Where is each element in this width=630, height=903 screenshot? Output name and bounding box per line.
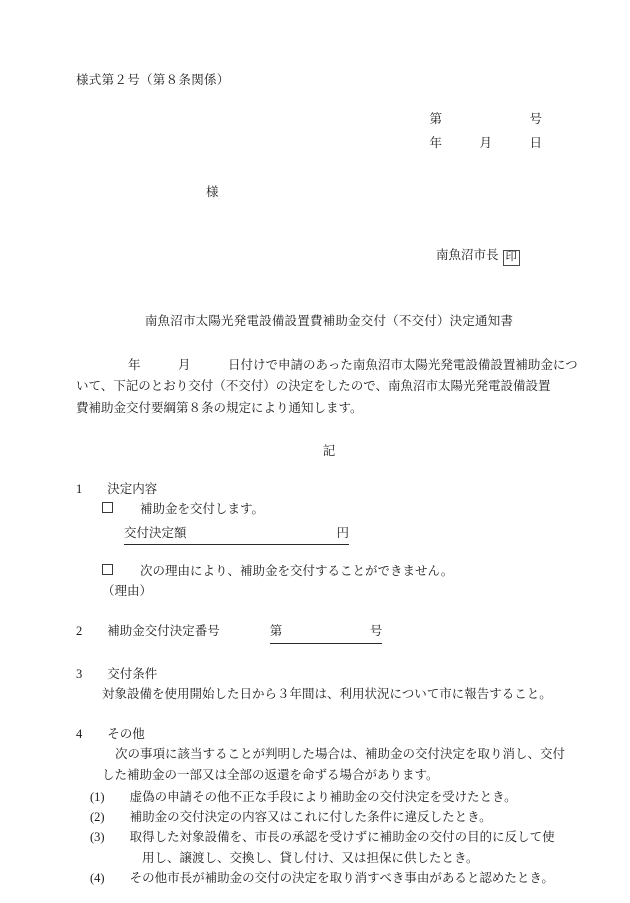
item-2-text: 補助金の交付決定の内容又はこれに付した条件に違反したとき。 (129, 810, 492, 825)
document-number-line: 第 号 (429, 112, 542, 126)
section-3-heading (76, 664, 568, 684)
checkbox-deny-label: 次の理由により、補助金を交付することができません。 (140, 563, 454, 578)
section-4 (76, 724, 568, 888)
grant-amount-unit: 円 (336, 525, 350, 540)
section-4-title: その他 (107, 727, 145, 742)
intro-paragraph (76, 355, 578, 420)
intro-line-2: いて、下記のとおり交付（不交付）の決定をしたので、南魚沼市太陽光発電設備設置 (76, 379, 551, 394)
section-3 (76, 664, 568, 705)
item-1-text: 虚偽の申請その他不正な手段により補助金の交付決定を受けたとき。 (129, 789, 517, 804)
checkbox-grant-label: 補助金を交付します。 (140, 502, 265, 517)
item-1-marker: (1) (90, 789, 105, 804)
grant-amount-field[interactable] (124, 523, 349, 545)
item-4-marker: (4) (90, 870, 105, 885)
section-2-heading (76, 621, 568, 643)
ki-marker: 記 (322, 444, 336, 459)
decision-number-suffix: 号 (369, 624, 383, 639)
decision-deny-row (76, 561, 568, 581)
section-3-number: 3 (76, 666, 83, 681)
section-3-body: 対象設備を使用開始した日から３年間は、利用状況について市に報告すること。 (102, 686, 552, 701)
section-2-title: 補助金交付決定番号 (107, 624, 220, 639)
checkbox-grant[interactable] (102, 502, 113, 513)
form-id-label: 様式第２号（第８条関係） (76, 73, 230, 87)
grant-amount-row (76, 523, 568, 545)
intro-line-3: 費補助金交付要綱第８条の規定により通知します。 (76, 400, 363, 415)
item-2-marker: (2) (90, 810, 105, 825)
document-title: 南魚沼市太陽光発電設備設置費補助金交付（不交付）決定通知書 (144, 313, 514, 328)
section-4-heading (76, 724, 568, 744)
deny-reason-label: （理由） (102, 584, 153, 599)
decision-number-field[interactable] (270, 621, 383, 643)
list-item (76, 807, 568, 827)
section-2 (76, 621, 568, 643)
section-3-title: 交付条件 (107, 666, 158, 681)
section-4-body-line-1: 次の事項に該当することが判明した場合は、補助金の交付決定を取り消し、交付 (115, 747, 566, 762)
section-1-title: 決定内容 (107, 482, 158, 497)
document-date-line: 年 月 日 (429, 135, 542, 150)
section-1 (76, 479, 568, 601)
item-3-text: 取得した対象設備を、市長の承認を受けずに補助金の交付の目的に反して使 (129, 830, 555, 845)
grant-amount-label: 交付決定額 (124, 525, 187, 540)
intro-line-1: 年 月 日付けで申請のあった南魚沼市太陽光発電設備設置補助金につ (128, 357, 578, 372)
addressee-line: 様 (206, 184, 219, 199)
section-1-number: 1 (76, 482, 83, 497)
item-4-text: その他市長が補助金の交付の決定を取り消すべき事由があると認めたとき。 (129, 870, 554, 885)
decision-number-value (282, 624, 370, 638)
document-number-block (76, 108, 568, 156)
section-4-body-line-2: した補助金の一部又は全部の返還を命ずる場合があります。 (102, 767, 439, 782)
section-1-heading (76, 479, 568, 499)
list-item (76, 787, 568, 807)
section-2-number: 2 (76, 624, 83, 639)
decision-grant-row (76, 499, 568, 519)
section-4-number: 4 (76, 727, 83, 742)
section-4-item-list (76, 787, 568, 888)
issuer-block (76, 230, 568, 281)
item-3-continuation: 用し、譲渡し、交換し、貸し付け、又は担保に供したとき。 (142, 850, 479, 865)
checkbox-deny[interactable] (102, 564, 113, 575)
seal-stamp-icon: 印 (503, 250, 521, 266)
decision-number-prefix: 第 (269, 624, 283, 639)
list-item (76, 827, 568, 847)
item-3-marker: (3) (90, 830, 105, 845)
grant-amount-value (187, 526, 337, 540)
list-item (76, 868, 568, 888)
issuer-name: 南魚沼市長 (435, 247, 499, 262)
